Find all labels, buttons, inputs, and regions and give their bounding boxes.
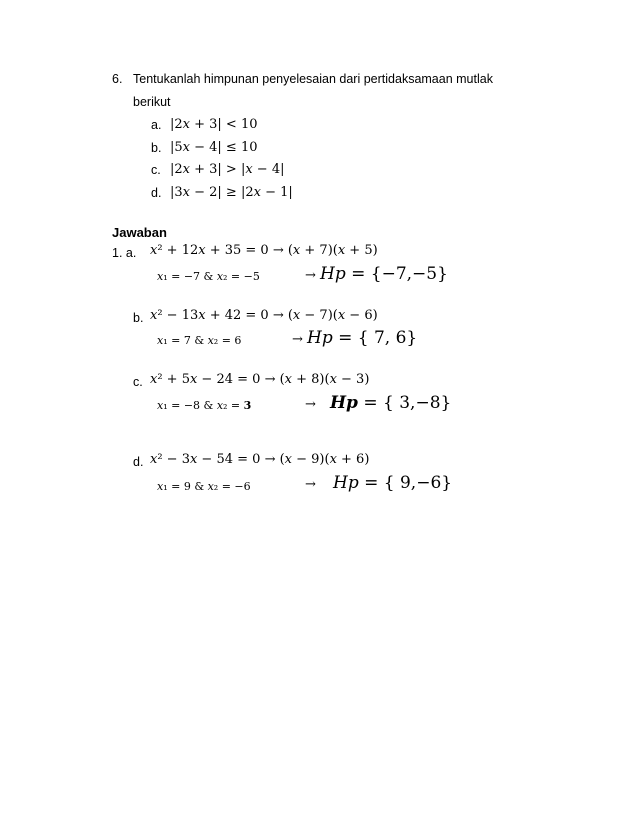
part-a-label: 1. a.: [112, 246, 137, 260]
part-b-roots: 𝑥₁ = 7 & 𝑥₂ = 6: [157, 334, 242, 347]
item-c-expr: |2𝑥 + 3| > |𝑥 − 4|: [170, 162, 285, 177]
item-a-expr: |2𝑥 + 3| < 10: [170, 117, 258, 132]
part-d-arrow: →: [305, 477, 316, 492]
part-c-roots: [157, 399, 251, 412]
part-c-label: c.: [133, 375, 143, 389]
part-c-hp-bold: 𝑯𝒑: [330, 393, 358, 413]
part-c-roots-prefix: 𝑥₁ = −8 & 𝑥₂ =: [157, 399, 244, 412]
part-d-equation: 𝑥² − 3𝑥 − 54 = 0 → (𝑥 − 9)(𝑥 + 6): [150, 452, 370, 467]
item-a-label: a.: [151, 118, 162, 132]
item-d-label: d.: [151, 186, 162, 200]
part-d-roots: 𝑥₁ = 9 & 𝑥₂ = −6: [157, 480, 251, 493]
part-c-equation: 𝑥² + 5𝑥 − 24 = 0 → (𝑥 + 8)(𝑥 − 3): [150, 372, 370, 387]
item-b-label: b.: [151, 141, 162, 155]
part-a-arrow: →: [305, 268, 316, 283]
answer-heading: Jawaban: [112, 225, 167, 240]
part-b-equation: 𝑥² − 13𝑥 + 42 = 0 → (𝑥 − 7)(𝑥 − 6): [150, 308, 378, 323]
part-b-arrow: →: [292, 332, 303, 347]
part-a-roots: 𝑥₁ = −7 & 𝑥₂ = −5: [157, 270, 260, 283]
part-d-label: d.: [133, 455, 144, 469]
item-b-expr: |5𝑥 − 4| ≤ 10: [170, 140, 258, 155]
part-c-hp: [330, 393, 451, 413]
item-c-label: c.: [151, 163, 161, 177]
part-c-roots-bold: 3: [243, 399, 252, 412]
part-c-arrow: →: [305, 397, 316, 412]
part-a-equation: 𝑥² + 12𝑥 + 35 = 0 → (𝑥 + 7)(𝑥 + 5): [150, 243, 378, 258]
part-b-hp: 𝐻𝑝 = { 7, 6}: [307, 328, 418, 348]
part-a-hp: 𝐻𝑝 = {−7,−5}: [320, 264, 448, 284]
question-text-line2: berikut: [133, 95, 171, 109]
part-b-label: b.: [133, 311, 144, 325]
item-d-expr: |3𝑥 − 2| ≥ |2𝑥 − 1|: [170, 185, 293, 200]
part-d-hp: 𝐻𝑝 = { 9,−6}: [333, 473, 453, 493]
question-text-line1: Tentukanlah himpunan penyelesaian dari pertidaksamaan mutlak: [133, 72, 493, 86]
question-number: 6.: [112, 72, 123, 86]
part-c-hp-rest: = { 3,−8}: [357, 393, 452, 413]
